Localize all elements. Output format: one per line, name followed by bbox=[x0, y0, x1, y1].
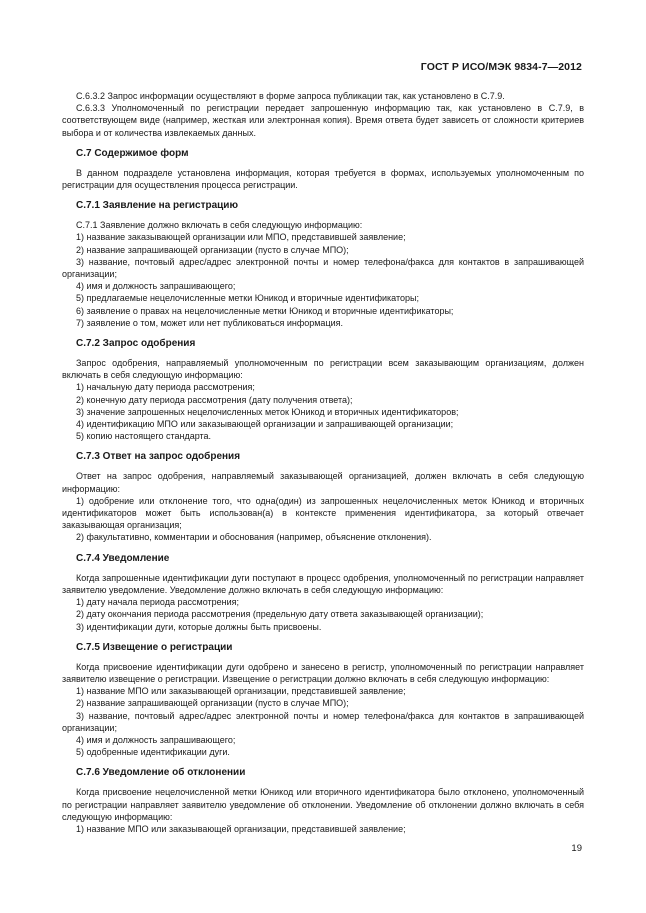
paragraph: 2) дату окончания периода рассмотрения (предельную дату ответа заказывающей организации); bbox=[76, 609, 484, 620]
paragraph: 3) название, почтовый адрес/адрес электронной почты и номер телефона/факса для контактов в запрашивающей организации; bbox=[62, 256, 584, 280]
paragraph: 1) начальную дату периода рассмотрения; bbox=[76, 382, 255, 393]
paragraph: В данном подразделе установлена информация, которая требуется в формах, используемых уполномоченным по регистрации для осуществления процесса регистрации. bbox=[62, 167, 584, 191]
paragraph: Запрос одобрения, направляемый уполномоченным по регистрации всем заказывающим организациям, должен включать в себя следующую информацию: bbox=[62, 358, 584, 381]
paragraph: С.6.3.3 Уполномоченный по регистрации передает запрошенную информацию так, как установлено в С.7.9, в соответствующем виде (например, жесткая или электронная копия). Время ответа будет зависеть от сложности критериев выбора и от количества извлекаемых данных. bbox=[62, 103, 584, 138]
paragraph: 2) название запрашивающей организации (пусто в случае МПО); bbox=[76, 244, 349, 255]
paragraph: 2) конечную дату периода рассмотрения (дату получения ответа); bbox=[76, 394, 353, 405]
paragraph: 1) название МПО или заказывающей организации, представившей заявление; bbox=[76, 686, 406, 697]
paragraph: 5) предлагаемые нецелочисленные метки Юникод и вторичные идентификаторы; bbox=[76, 293, 419, 304]
paragraph: 7) заявление о том, может или нет публиковаться информация. bbox=[76, 317, 343, 328]
paragraph: 2) факультативно, комментарии и обоснования (например, объяснение отклонения). bbox=[76, 532, 432, 543]
page-number: 19 bbox=[571, 843, 582, 854]
section-heading: С.7 Содержимое форм bbox=[76, 147, 189, 159]
section-heading: С.7.2 Запрос одобрения bbox=[76, 338, 196, 350]
paragraph: С.6.3.2 Запрос информации осуществляют в форме запроса публикации так, как установлено в С.7.9. bbox=[76, 91, 505, 101]
paragraph: 4) имя и должность запрашивающего; bbox=[76, 734, 236, 745]
paragraph: 3) идентификации дуги, которые должны быть присвоены. bbox=[76, 621, 322, 632]
section-heading: С.7.4 Уведомление bbox=[76, 552, 170, 564]
paragraph: Когда присвоение идентификации дуги одобрено и занесено в регистр, уполномоченный по регистрации направляет заявителю извещение о регистрации. Извещение о регистрации должно включать в себя следующую информацию: bbox=[62, 661, 584, 684]
document-body bbox=[62, 90, 584, 835]
document-header: ГОСТ Р ИСО/МЭК 9834-7—2012 bbox=[420, 61, 582, 73]
section-heading: С.7.1 Заявление на регистрацию bbox=[76, 200, 238, 212]
paragraph: 1) дату начала периода рассмотрения; bbox=[76, 597, 240, 608]
paragraph: 4) идентификацию МПО или заказывающей организации и запрашивающей организации; bbox=[76, 419, 454, 430]
paragraph: 5) копию настоящего стандарта. bbox=[76, 431, 212, 442]
section-heading: С.7.6 Уведомление об отклонении bbox=[76, 767, 246, 779]
paragraph: 3) название, почтовый адрес/адрес электронной почты и номер телефона/факса для контактов в запрашивающей организации; bbox=[62, 710, 584, 733]
paragraph: 6) заявление о правах на нецелочисленные метки Юникод и вторичные идентификаторы; bbox=[76, 305, 454, 316]
paragraph: 5) одобренные идентификации дуги. bbox=[76, 747, 230, 758]
paragraph: Когда запрошенные идентификации дуги поступают в процесс одобрения, уполномоченный по регистрации направляет заявителю уведомление. Уведомление должно включать в себя следующую информацию: bbox=[62, 572, 584, 595]
paragraph: 1) название МПО или заказывающей организации, представившей заявление; bbox=[76, 823, 406, 834]
paragraph: 1) одобрение или отклонение того, что одна(один) из запрошенных нецелочисленных меток Юникод и вторичных идентификаторов может быть использован(а) в контексте применения идентификатора, за который отвечает заказывающая организация; bbox=[62, 495, 584, 531]
paragraph: 3) значение запрошенных нецелочисленных меток Юникод и вторичных идентификаторов; bbox=[76, 406, 459, 417]
paragraph: 1) название заказывающей организации или МПО, представившей заявление; bbox=[76, 232, 406, 243]
section-heading: С.7.3 Ответ на запрос одобрения bbox=[76, 451, 241, 463]
section-heading: С.7.5 Извещение о регистрации bbox=[76, 641, 233, 653]
paragraph: 4) имя и должность запрашивающего; bbox=[76, 281, 236, 292]
paragraph: Ответ на запрос одобрения, направляемый заказывающей организацией, должен включать в себя следующую информацию: bbox=[62, 471, 584, 494]
paragraph: 2) название запрашивающей организации (пусто в случае МПО); bbox=[76, 698, 349, 709]
paragraph: Когда присвоение нецелочисленной метки Юникод или вторичного идентификатора было отклонено, уполномоченный по регистрации направляет заявителю уведомление об отклонении. Уведомление об отклонении должно включать в себя следующую информацию: bbox=[62, 787, 584, 822]
paragraph: С.7.1 Заявление должно включать в себя следующую информацию: bbox=[76, 220, 363, 231]
